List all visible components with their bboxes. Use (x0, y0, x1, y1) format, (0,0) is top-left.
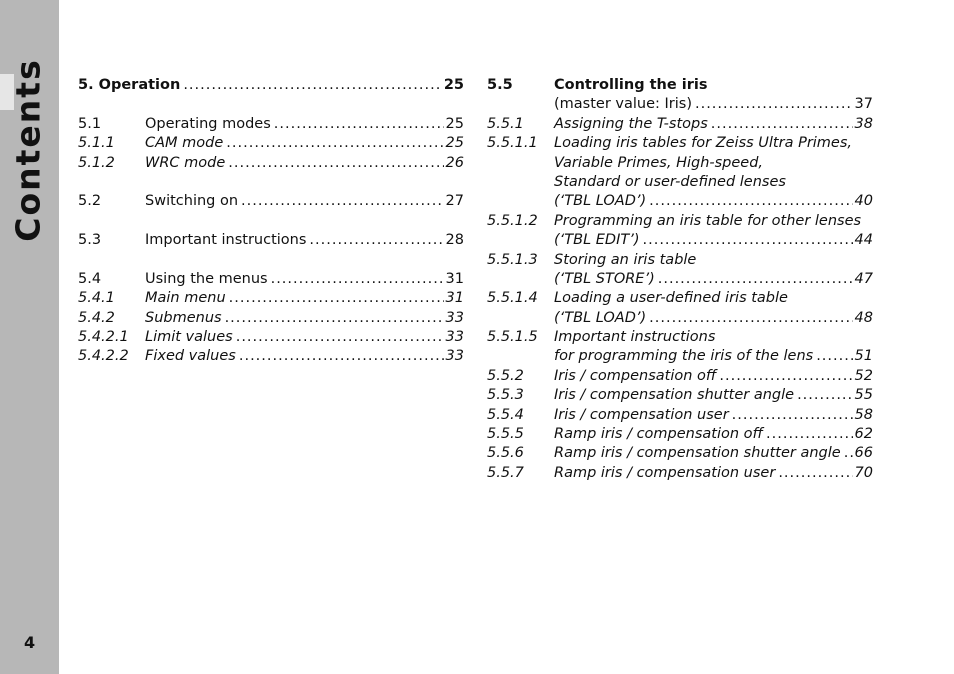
toc-leader-dots (228, 154, 443, 173)
toc-entry[interactable] (487, 154, 873, 173)
toc-leader-dots (309, 231, 443, 250)
toc-entry-title: Main menu (145, 290, 226, 307)
toc-entry[interactable] (487, 76, 873, 95)
toc-entry[interactable] (78, 154, 464, 173)
toc-entry-number: 5.5.3 (487, 387, 524, 404)
toc-entry[interactable] (78, 76, 464, 95)
toc-entry-number: 5.5.1.5 (487, 329, 538, 346)
contents-title: Contents (8, 58, 48, 242)
toc-entry[interactable] (487, 367, 873, 386)
toc-entry-title: Ramp iris / compensation off (554, 426, 764, 443)
toc-entry-number: 5.1 (78, 115, 102, 132)
toc-entry-title: Fixed values (145, 348, 236, 365)
toc-entry[interactable] (487, 231, 873, 250)
toc-entry-number: 5.5 (487, 77, 513, 93)
toc-entry-page: 52 (854, 367, 873, 384)
toc-leader-dots (797, 386, 852, 405)
toc-entry-number: 5.4.2.1 (78, 329, 129, 346)
toc-entry-title: Variable Primes, High-speed, (554, 154, 764, 171)
toc-entry-title: (‘TBL STORE’) (554, 270, 655, 287)
toc-entry-title: (‘TBL EDIT’) (554, 232, 640, 249)
toc-entry-title: Using the menus (145, 270, 268, 287)
toc-entry[interactable] (487, 134, 873, 153)
toc-entry-page: 47 (854, 270, 873, 287)
toc-entry[interactable] (487, 464, 873, 483)
toc-leader-dots (844, 444, 853, 463)
toc-entry-page: 70 (854, 464, 873, 481)
toc-entry-page: 33 (445, 348, 464, 365)
toc-entry-page: 51 (854, 348, 873, 365)
toc-leader-dots (766, 425, 853, 444)
toc-entry-number: 5.5.2 (487, 367, 524, 384)
toc-entry-page: 48 (854, 309, 873, 326)
toc-entry-title: Assigning the T-stops (554, 115, 708, 132)
toc-entry-title: Standard or user-defined lenses (554, 173, 786, 190)
toc-leader-dots (226, 134, 443, 153)
toc-entry-page: 66 (854, 445, 873, 462)
toc-leader-dots (816, 347, 852, 366)
toc-entry[interactable] (487, 251, 873, 270)
toc-entry-page: 28 (445, 232, 464, 249)
toc-entry-title: Ramp iris / compensation user (554, 464, 776, 481)
toc-entry[interactable] (487, 328, 873, 347)
toc-entry[interactable] (78, 328, 464, 347)
toc-entry-title: Limit values (145, 329, 233, 346)
toc-entry-title: Ramp iris / compensation shutter angle (554, 445, 841, 462)
toc-leader-dots (225, 309, 444, 328)
toc-entry-title: CAM mode (145, 135, 224, 152)
toc-entry-title: Operating modes (145, 115, 271, 132)
toc-entry-page: 25 (443, 77, 464, 93)
toc-entry-number: 5.5.1.4 (487, 290, 538, 307)
toc-entry[interactable] (78, 134, 464, 153)
toc-leader-dots (658, 270, 853, 289)
toc-leader-dots (695, 95, 853, 114)
toc-entry[interactable] (487, 386, 873, 405)
toc-entry-page: 44 (854, 232, 873, 249)
toc-entry[interactable] (78, 231, 464, 250)
toc-entry-number: 5.4 (78, 270, 102, 287)
toc-entry-number: 5.5.1.3 (487, 251, 538, 268)
toc-leader-dots (229, 289, 444, 308)
toc-entry[interactable] (487, 115, 873, 134)
toc-leader-dots (236, 328, 444, 347)
toc-entry-label: 5. Operation (78, 77, 181, 93)
toc-entry[interactable] (487, 95, 873, 114)
toc-entry-number: 5.3 (78, 232, 102, 249)
toc-entry-title: Important instructions (554, 329, 716, 346)
toc-entry[interactable] (78, 347, 464, 366)
toc-entry-page: 40 (854, 193, 873, 210)
toc-entry[interactable] (78, 115, 464, 134)
toc-entry-title: Iris / compensation user (554, 406, 729, 423)
toc-entry-page: 31 (445, 290, 464, 307)
toc-entry-page: 38 (854, 115, 873, 132)
toc-entry[interactable] (487, 192, 873, 211)
toc-entry[interactable] (487, 309, 873, 328)
toc-entry-page: 62 (854, 426, 873, 443)
toc-entry-number: 5.5.1 (487, 115, 524, 132)
toc-entry-page: 25 (445, 115, 464, 132)
toc-leader-dots (239, 347, 444, 366)
toc-leader-dots (649, 309, 852, 328)
toc-entry-page: 25 (445, 135, 464, 152)
toc-leader-dots (271, 270, 444, 289)
toc-leader-dots (719, 367, 852, 386)
toc-entry-title: WRC mode (145, 154, 226, 171)
toc-entry-title: (‘TBL LOAD’) (554, 309, 647, 326)
toc-entry-page: 33 (445, 329, 464, 346)
toc-entry-page: 58 (854, 406, 873, 423)
toc-entry-page: 26 (445, 154, 464, 171)
toc-entry-page: 33 (445, 309, 464, 326)
toc-entry-title: Loading iris tables for Zeiss Ultra Primes, (554, 135, 853, 152)
toc-entry[interactable] (78, 270, 464, 289)
toc-entry[interactable] (78, 309, 464, 328)
toc-entry-number: 5.4.2.2 (78, 348, 129, 365)
toc-leader-dots (649, 192, 852, 211)
toc-entry-title: Iris / compensation shutter angle (554, 387, 795, 404)
page-number: 4 (24, 633, 36, 652)
toc-entry[interactable] (487, 289, 873, 308)
sidebar (0, 0, 59, 674)
toc-entry-number: 5.5.6 (487, 445, 524, 462)
toc-entry-title: Programming an iris table for other lenses (554, 212, 862, 229)
toc-entry[interactable] (78, 289, 464, 308)
toc-entry-title: Storing an iris table (554, 251, 697, 268)
toc-leader-dots (183, 76, 442, 95)
toc-entry-number: 5.4.1 (78, 290, 115, 307)
toc-entry-title: (master value: Iris) (554, 96, 692, 113)
toc-entry-title: for programming the iris of the lens (554, 348, 814, 365)
toc-entry-number: 5.5.5 (487, 426, 524, 443)
toc-entry-title: (‘TBL LOAD’) (554, 193, 647, 210)
toc-entry-title: Loading a user-defined iris table (554, 290, 788, 307)
toc-entry-page: 31 (445, 270, 464, 287)
toc-entry-title: Switching on (145, 193, 239, 210)
toc-entry-number: 5.1.1 (78, 135, 115, 152)
toc-entry-number: 5.4.2 (78, 309, 115, 326)
toc-entry-number: 5.2 (78, 193, 102, 210)
toc-leader-dots (778, 464, 852, 483)
toc-entry[interactable] (487, 406, 873, 425)
toc-entry-page: 37 (854, 96, 873, 113)
toc-leader-dots (711, 115, 853, 134)
toc-leader-dots (732, 406, 853, 425)
toc-entry[interactable] (487, 347, 873, 366)
toc-entry-title: Iris / compensation off (554, 367, 717, 384)
toc-entry[interactable] (487, 270, 873, 289)
toc-left-column (78, 76, 464, 367)
toc-right-column (487, 76, 873, 483)
toc-leader-dots (241, 192, 444, 211)
toc-entry[interactable] (487, 173, 873, 192)
toc-entry-number: 5.5.1.1 (487, 135, 538, 152)
toc-entry[interactable] (487, 212, 873, 231)
toc-entry-page: 27 (445, 193, 464, 210)
toc-entry-number: 5.5.1.2 (487, 212, 538, 229)
toc-leader-dots (643, 231, 853, 250)
toc-entry-number: 5.5.4 (487, 406, 524, 423)
toc-entry-title: Submenus (145, 309, 222, 326)
toc-entry-page: 55 (854, 387, 873, 404)
toc-entry-number: 5.5.7 (487, 464, 524, 481)
toc-entry-number: 5.1.2 (78, 154, 115, 171)
toc-entry-title: Controlling the iris (554, 77, 708, 93)
toc-entry[interactable] (487, 444, 873, 463)
toc-entry[interactable] (487, 425, 873, 444)
toc-entry[interactable] (78, 192, 464, 211)
toc-leader-dots (274, 115, 444, 134)
toc-entry-title: Important instructions (145, 232, 307, 249)
